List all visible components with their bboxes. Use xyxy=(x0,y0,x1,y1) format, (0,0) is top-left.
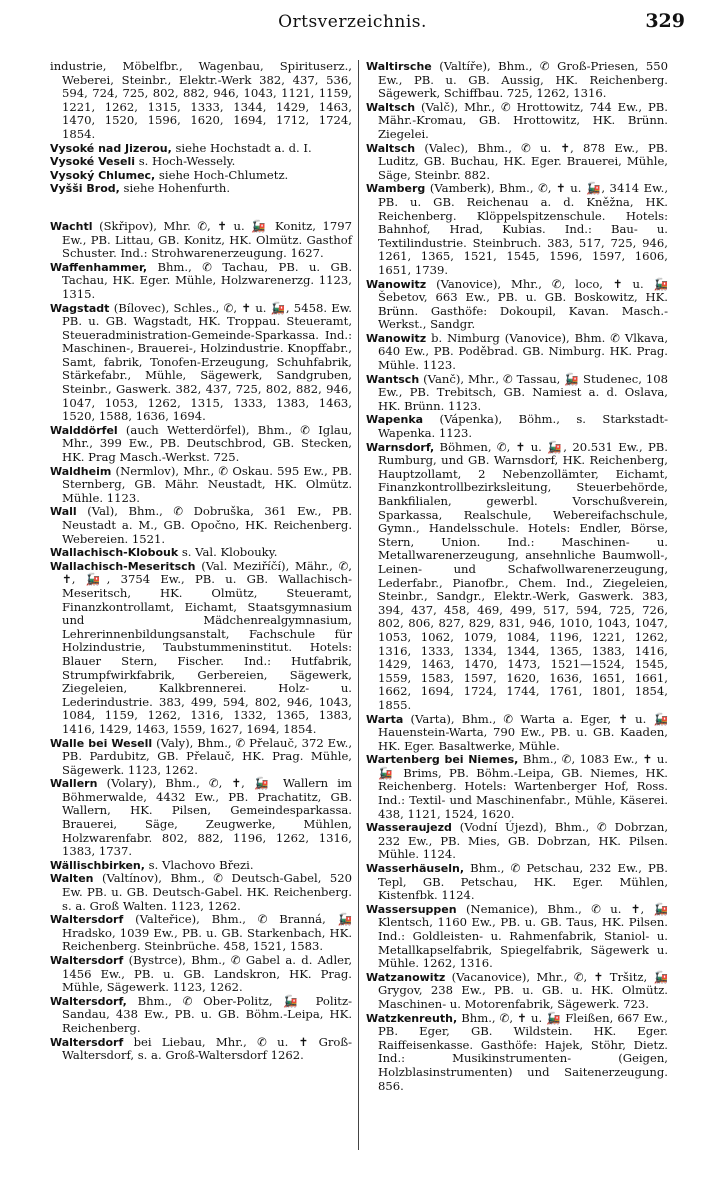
entry-text: (Valtíře), Bhm., ✆ Groß-Priesen, 550 Ew., PB. u. GB. Aussig, HK. Reichenberg. Sägewerk, Schiffbau. 725, 1262, 1316. xyxy=(378,59,669,101)
gazetteer-entry xyxy=(366,862,668,903)
gazetteer-entry xyxy=(50,169,352,183)
entry-headword: Watzanowitz xyxy=(366,970,446,984)
entry-headword: Wallern xyxy=(50,777,98,791)
entry-text: b. Nimburg (Vanovice), Bhm. ✆ Vlkava, 640 Ew., PB. Poděbrad. GB. Nimburg. HK. Prag. Mühle. 1123. xyxy=(378,330,668,373)
entry-headword: Waltersdorf xyxy=(50,954,124,967)
entry-text: (Skřipov), Mhr. ✆, ✝ u. 🚂 Konitz, 1797 Ew., PB. Littau, GB. Konitz, HK. Olmütz. Gasthof Schuster. Ind.: Strohwarenerzeugung. 1627. xyxy=(62,218,352,261)
left-column xyxy=(50,60,352,1063)
entry-text: Bhm., ✆ Petschau, 232 Ew., PB. Tepl, GB. Petschau, HK. Eger. Mühlen, Kistenfbk. 1124. xyxy=(378,861,668,903)
entry-headword: Waltirsche xyxy=(366,60,432,73)
entry-text: siehe Hoch-Chlumetz. xyxy=(158,167,289,182)
entry-headword: Waltsch xyxy=(366,100,416,114)
entry-text: Bhm., ✆ Ober-Politz, 🚂 Politz-Sandau, 438 Ew., PB. u. GB. Böhm.-Leipa, HK. Reichenberg. xyxy=(62,993,352,1035)
entry-text: Bhm., ✆, ✝ u. 🚂 Fleißen, 667 Ew., PB. Eger, GB. Wildstein. HK. Eger. Raiffeisenkasse. Gasthöfe: Hajek, Stöhr, Dietz. Ind.: Musikinstrumenten- (Geigen, Holzblasinstrumenten) und Saitenerzeugung. 856. xyxy=(378,1010,668,1093)
gazetteer-entry xyxy=(50,220,352,261)
column-divider xyxy=(358,60,359,1150)
entry-headword: Waltersdorf xyxy=(50,913,124,927)
entry-text: (Valy), Bhm., ✆ Přelauč, 372 Ew., PB. Pardubitz, GB. Přelauč, HK. Prag. Mühle, Sägewerk. 1123, 1262. xyxy=(62,735,353,777)
entry-headword: Wall xyxy=(50,505,77,519)
entry-headword: Waltsch xyxy=(366,141,416,155)
entry-text: (Bílovec), Schles., ✆, ✝ u. 🚂, 5458. Ew. PB. u. GB. Wagstadt, HK. Troppau. Steueramt, Steueradministration-Gemeinde-Sparkassa. Ind.: Maschinen-, Brauerei-, Holzindustrie. Knopffabr., Samt, fabrik, Tonofen-Erzeugung, Schuhfabrik, Stärkefabr., Mühle, Sägewerk, Sandgruben, Steinbr., Gaswerk. 382, 437, 725, 802, 882, 946, 1047, 1053, 1262, 1315, 1333, 1383, 1463, 1520, 1588, 1636, 1694. xyxy=(62,300,352,424)
gazetteer-entry xyxy=(50,142,352,156)
gazetteer-entry xyxy=(50,913,352,954)
right-column xyxy=(366,60,668,1093)
entry-text: siehe Hochstadt a. d. I. xyxy=(175,140,312,155)
gazetteer-entry xyxy=(50,859,352,873)
entry-text: (Vamberk), Bhm., ✆, ✝ u. 🚂, 3414 Ew., PB. u. GB. Reichenau a. d. Kněžna, HK. Reichenberg. Klöppelspitzenschule. Hotels: Bahnhof, Hrad, Kubias. Ind.: Bau- u. Textilindustrie. Steinbruch. 383, 517, 725, 946, 1261, 1365, 1521, 1545, 1596, 1597, 1606, 1651, 1739. xyxy=(378,181,669,277)
entry-text: industrie, Möbelfbr., Wagenbau, Spirituserz., Weberei, Steinbr., Elektr.-Werk 382, 437, 536, 594, 724, 725, 802, 882, 946, 1043, 1121, 1159, 1221, 1262, 1315, 1333, 1344, 1429, 1463, 1470, 1520, 1596, 1620, 1694, 1712, 1724, 1854. xyxy=(50,59,352,141)
gazetteer-entry xyxy=(50,182,352,196)
gazetteer-entry xyxy=(50,302,352,424)
gazetteer-entry xyxy=(50,155,352,169)
gazetteer-entry xyxy=(50,505,352,546)
gazetteer-entry xyxy=(50,60,352,142)
entry-text: (Valec), Bhm., ✆ u. ✝, 878 Ew., PB. Luditz, GB. Buchau, HK. Eger. Brauerei, Mühle, Säge, Steinbr. 882. xyxy=(378,140,668,182)
gazetteer-entry xyxy=(366,1012,668,1094)
entry-headword: Vysoký Chlumec, xyxy=(50,168,156,182)
entry-headword: Vyšši Brod, xyxy=(50,182,120,196)
entry-text: (auch Wetterdörfel), Bhm., ✆ Iglau, Mhr., 399 Ew., PB. Deutschbrod, GB. Stecken, HK. Prag Masch.-Werkst. 725. xyxy=(62,422,353,465)
entry-headword: Wapenka xyxy=(366,413,424,427)
entry-text: s. Val. Klobouky. xyxy=(181,545,278,560)
gazetteer-entry xyxy=(366,713,668,754)
entry-text: s. Hoch-Wessely. xyxy=(138,154,236,169)
gazetteer-entry xyxy=(50,954,352,995)
section-gap xyxy=(50,196,352,220)
entry-headword: Waffenhammer, xyxy=(50,260,147,274)
running-title: Ortsverzeichnis. xyxy=(278,12,427,32)
gazetteer-entry xyxy=(366,101,668,142)
entry-headword: Wanowitz xyxy=(366,331,427,345)
entry-text: s. Vlachovo Březi. xyxy=(148,857,254,872)
entry-headword: Wanowitz xyxy=(366,277,427,291)
entry-headword: Wasserhäuseln, xyxy=(366,862,465,876)
entry-headword: Waldheim xyxy=(50,464,112,478)
gazetteer-entry xyxy=(50,1036,352,1063)
entry-text: (Valtínov), Bhm., ✆ Deutsch-Gabel, 520 Ew. PB. u. GB. Deutsch-Gabel. HK. Reichenberg. s. a. Groß Walten. 1123, 1262. xyxy=(62,871,352,913)
entry-headword: Wantsch xyxy=(366,372,420,386)
entry-headword: Wasseraujezd xyxy=(366,821,452,835)
entry-text: (Nemanice), Bhm., ✆ u. ✝, 🚂 Klentsch, 1160 Ew., PB. u. GB. Taus, HK. Pilsen. Ind.: Goldleisten- u. Rahmenfabrik, Staniol- u. Metallkapselfabrik, Spiegelfabrik, Sägewerk u. Mühle. 1262, 1316. xyxy=(378,901,669,971)
entry-headword: Walle bei Wesell xyxy=(50,736,153,750)
entry-headword: Watzkenreuth, xyxy=(366,1011,458,1025)
entry-text: (Vacanovice), Mhr., ✆, ✝ Tršitz, 🚂 Grygov, 238 Ew., PB. u. GB. u. HK. Olmütz. Maschinen- u. Motorenfabrik, Sägewerk. 723. xyxy=(378,969,668,1011)
gazetteer-entry xyxy=(366,332,668,373)
entry-text: (Valteřice), Bhm., ✆ Branná, 🚂 Hradsko, 1039 Ew., PB. u. GB. Starkenbach, HK. Reichenberg. Steinbrüche. 458, 1521, 1583. xyxy=(62,912,352,954)
entry-headword: Wamberg xyxy=(366,182,426,196)
entry-headword: Warnsdorf, xyxy=(366,440,435,454)
entry-headword: Wartenberg bei Niemes, xyxy=(366,753,519,767)
gazetteer-entry xyxy=(366,142,668,183)
gazetteer-entry xyxy=(366,821,668,862)
gazetteer-entry xyxy=(50,560,352,737)
gazetteer-entry xyxy=(50,424,352,465)
gazetteer-entry xyxy=(366,373,668,414)
entry-headword: Warta xyxy=(366,712,404,726)
entry-headword: Vysoké Veseli xyxy=(50,155,136,169)
gazetteer-entry xyxy=(50,546,352,560)
gazetteer-entry xyxy=(366,441,668,713)
entry-headword: Walddörfel xyxy=(50,423,118,437)
gazetteer-entry xyxy=(366,278,668,332)
entry-headword: Waltersdorf xyxy=(50,1035,124,1049)
entry-text: (Valč), Mhr., ✆ Hrottowitz, 744 Ew., PB. Mähr.-Kromau, GB. Hrottowitz, HK. Brünn. Ziegelei. xyxy=(378,99,668,141)
gazetteer-entry xyxy=(50,777,352,859)
entry-text: (Vanovice), Mhr., ✆, loco, ✝ u. 🚂 Šebetov, 663 Ew., PB. u. GB. Boskowitz, HK. Brünn. Gasthöfe: Dokoupil, Kavan. Masch.-Werkst., Sandgr. xyxy=(378,276,668,332)
entry-text: siehe Hohenfurth. xyxy=(123,181,231,196)
entry-headword: Wallachisch-Klobouk xyxy=(50,546,179,560)
entry-text: Böhmen, ✆, ✝ u. 🚂, 20.531 Ew., PB. Rumburg, und GB. Warnsdorf, HK. Reichenberg, Hauptzollamt, 2 Nebenzollämter, Eichamt, Finanzkontrollbezirksleitung, Steuerbehörde, Bankfilialen, gewerbl. Vorschußverein, Sparkassa, Realschule, Webereifachschule, Gymn., Handelsschule. Hotels: Endler, Börse, Stern, Union. Ind.: Maschinen- u. Metallwarenerzeugung, ansehnliche Baumwoll-, Leinen- und Schafwollwarenerzeugung, Lederfabr., Pianofbr., Chem. Ind., Ziegeleien, Steinbr., Sandgr., Elektr.-Werk, Gaswerk. 383, 394, 437, 458, 469, 499, 517, 594, 725, 726, 802, 806, 827, 829, 831, 946, 1010, 1043, 1047, 1053, 1062, 1079, 1084, 1196, 1221, 1262, 1316, 1333, 1334, 1344, 1365, 1383, 1416, 1429, 1463, 1470, 1473, 1521—1524, 1545, 1559, 1583, 1597, 1620, 1636, 1651, 1661, 1662, 1694, 1724, 1744, 1761, 1801, 1854, 1855. xyxy=(378,439,668,712)
entry-text: Bhm., ✆ Tachau, PB. u. GB. Tachau, HK. Eger. Mühle, Holzwarenerzg. 1123, 1315. xyxy=(62,259,353,301)
gazetteer-entry xyxy=(366,971,668,1012)
entry-headword: Vysoké nad Jizerou, xyxy=(50,141,172,155)
entry-headword: Wachtl xyxy=(50,219,93,233)
entry-headword: Waltersdorf, xyxy=(50,994,127,1008)
gazetteer-entry xyxy=(366,182,668,277)
entry-text: (Volary), Bhm., ✆, ✝, 🚂 Wallern im Böhmerwalde, 4432 Ew., PB. Prachatitz, GB. Wallern, HK. Pilsen, Gemeindesparkassa. Brauerei, Säge, Zeugwerke, Mühlen, Holzwarenfabr. 802, 882, 1196, 1262, 1316, 1383, 1737. xyxy=(62,776,352,859)
entry-headword: Wassersuppen xyxy=(366,902,457,916)
entry-headword: Wallachisch-Meseritsch xyxy=(50,559,196,573)
page-header xyxy=(0,6,705,36)
gazetteer-entry xyxy=(50,737,352,778)
page-number: 329 xyxy=(645,10,685,32)
entry-text: (Val), Bhm., ✆ Dobruška, 361 Ew., PB. Neustadt a. M., GB. Opočno, HK. Reichenberg. Webereien. 1521. xyxy=(62,504,352,546)
entry-headword: Wagstadt xyxy=(50,301,110,315)
entry-text: bei Liebau, Mhr., ✆ u. ✝ Groß-Waltersdorf, s. a. Groß-Waltersdorf 1262. xyxy=(62,1034,353,1063)
entry-text: (Varta), Bhm., ✆ Warta a. Eger, ✝ u. 🚂 Hauenstein-Warta, 790 Ew., PB. u. GB. Kaaden, HK. Eger. Basaltwerke, Mühle. xyxy=(378,711,668,753)
entry-headword: Walten xyxy=(50,872,94,886)
gazetteer-entry xyxy=(50,872,352,913)
entry-text: (Bystrce), Bhm., ✆ Gabel a. d. Adler, 1456 Ew., PB. u. GB. Landskron, HK. Prag. Mühle, Sägewerk. 1123, 1262. xyxy=(62,953,352,995)
entry-text: (Vápenka), Böhm., s. Starkstadt-Wapenka. 1123. xyxy=(378,412,669,441)
gazetteer-entry xyxy=(366,60,668,101)
gazetteer-entry xyxy=(50,465,352,506)
gazetteer-entry xyxy=(50,261,352,302)
entry-text: Bhm., ✆, 1083 Ew., ✝ u. 🚂 Brims, PB. Böhm.-Leipa, GB. Niemes, HK. Reichenberg. Hotels: Wartenberger Hof, Ross. Ind.: Textil- und Maschinenfabr., Mühle, Käserei. 438, 1121, 1524, 1620. xyxy=(378,752,668,821)
gazetteer-entry xyxy=(366,753,668,821)
entry-text: (Vanč), Mhr., ✆ Tassau, 🚂 Studenec, 108 Ew., PB. Trebitsch, GB. Namiest a. d. Oslava, HK. Brünn. 1123. xyxy=(378,371,668,413)
entry-headword: Wällischbirken, xyxy=(50,858,145,872)
gazetteer-entry xyxy=(50,995,352,1036)
gazetteer-entry xyxy=(366,413,668,440)
entry-text: (Vodní Újezd), Bhm., ✆ Dobrzan, 232 Ew., PB. Mies, GB. Dobrzan, HK. Pilsen. Mühle. 1124. xyxy=(378,820,669,862)
gazetteer-entry xyxy=(366,903,668,971)
entry-text: (Val. Meziříčí), Mähr., ✆, ✝, 🚂, 3754 Ew., PB. u. GB. Wallachisch-Meseritsch, HK. Olmütz, Steueramt, Finanzkontrollamt, Eichamt, Staatsgymnasium und Mädchenrealgymnasium, Lehrerinnenbildungsanstalt, Fachschule für Holzindustrie, Taubstummeninstitut. Hotels: Blauer Stern, Fischer. Ind.: Hutfabrik, Strumpfwirkfabrik, Gerbereien, Sägewerk, Ziegeleien, Kalkbrennerei. Holz- u. Lederindustrie. 383, 499, 594, 802, 946, 1043, 1084, 1159, 1262, 1316, 1332, 1365, 1383, 1416, 1429, 1463, 1559, 1627, 1694, 1854. xyxy=(62,558,352,736)
entry-text: (Nermlov), Mhr., ✆ Oskau. 595 Ew., PB. Sternberg, GB. Mähr. Neustadt, HK. Olmütz. Mühle. 1123. xyxy=(62,463,353,505)
